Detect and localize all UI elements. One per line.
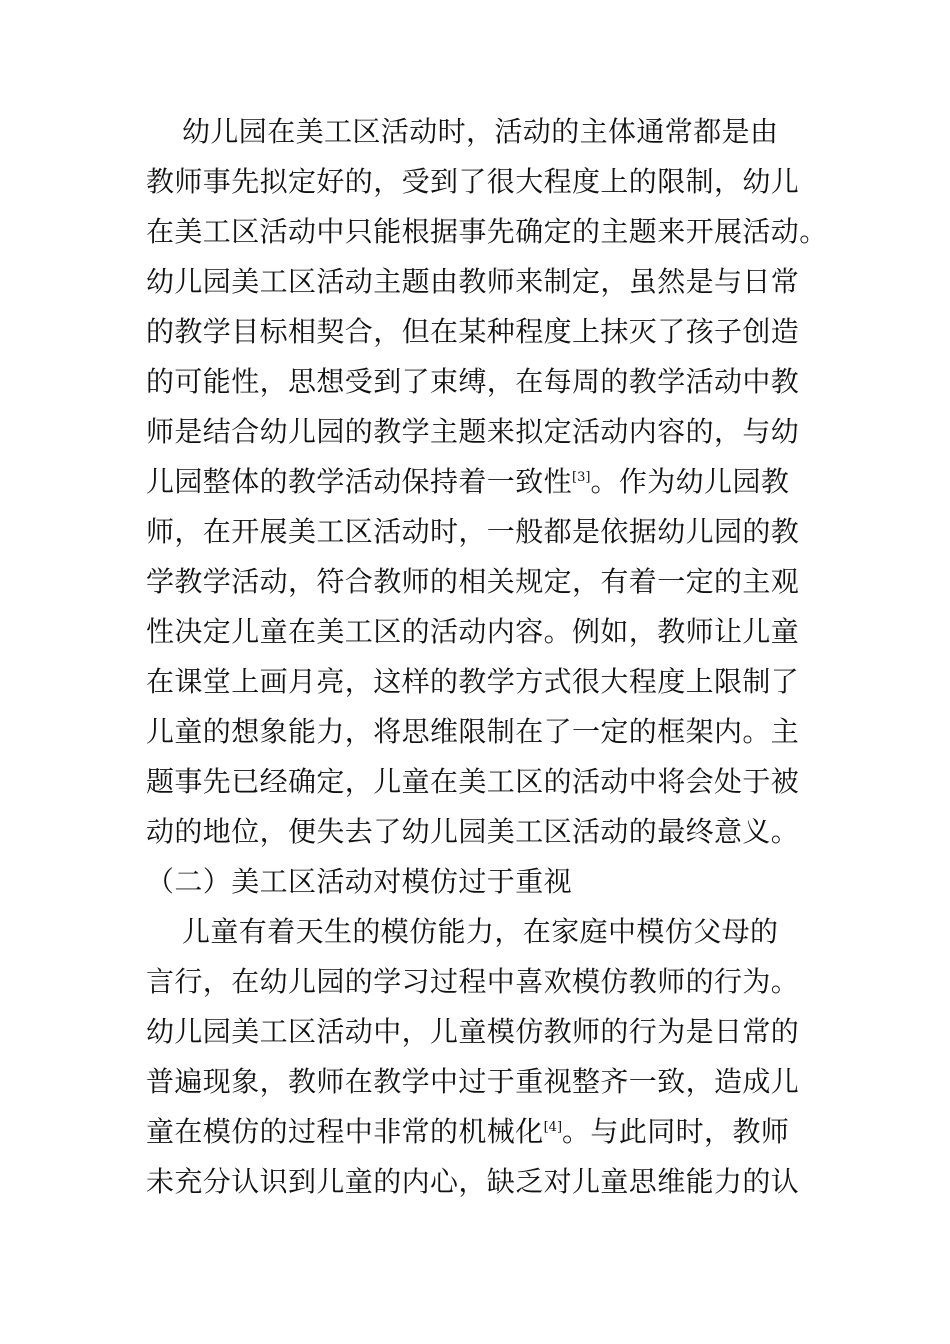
- paragraph-line: 题事先已经确定，儿童在美工区的活动中将会处于被: [146, 765, 800, 798]
- paragraph-line: 在课堂上画月亮，这样的教学方式很大程度上限制了: [146, 665, 800, 698]
- citation-3: [3]: [572, 470, 591, 485]
- paragraph-line: 在美工区活动中只能根据事先确定的主题来开展活动。: [146, 215, 828, 248]
- section-heading: （二）美工区活动对模仿过于重视: [146, 865, 573, 898]
- paragraph-line: 儿童的想象能力，将思维限制在了一定的框架内。主: [146, 715, 800, 748]
- paragraph-line: 幼儿园美工区活动中，儿童模仿教师的行为是日常的: [146, 1015, 800, 1048]
- paragraph-line: 儿童有着天生的模仿能力，在家庭中模仿父母的: [182, 915, 779, 948]
- text-segment: 儿园整体的教学活动保持着一致性: [146, 465, 573, 498]
- paragraph-line: 的教学目标相契合，但在某种程度上抹灭了孩子创造: [146, 315, 800, 348]
- paragraph-line: 学教学活动，符合教师的相关规定，有着一定的主观: [146, 565, 800, 598]
- paragraph-line: 性决定儿童在美工区的活动内容。例如，教师让儿童: [146, 615, 800, 648]
- text-segment: 。与此同时，教师: [562, 1115, 790, 1148]
- paragraph-line: 动的地位，便失去了幼儿园美工区活动的最终意义。: [146, 815, 800, 848]
- citation-4: [4]: [543, 1120, 563, 1135]
- text-segment: 童在模仿的过程中非常的机械化: [146, 1115, 544, 1148]
- text-segment: 。作为幼儿园教: [590, 465, 790, 498]
- paragraph-line: 的可能性，思想受到了束缚，在每周的教学活动中教: [146, 365, 800, 398]
- paragraph-line: 普遍现象，教师在教学中过于重视整齐一致，造成儿: [146, 1065, 800, 1098]
- paragraph-line: 师是结合幼儿园的教学主题来拟定活动内容的，与幼: [146, 415, 800, 448]
- paragraph-line-with-citation: [146, 462, 789, 502]
- paragraph-line: 幼儿园在美工区活动时，活动的主体通常都是由: [182, 115, 779, 148]
- paragraph-line-with-citation: [146, 1112, 789, 1152]
- paragraph-line: 教师事先拟定好的，受到了很大程度上的限制，幼儿: [146, 165, 800, 198]
- paragraph-line: 师，在开展美工区活动时，一般都是依据幼儿园的教: [146, 515, 800, 548]
- paragraph-line: 言行，在幼儿园的学习过程中喜欢模仿教师的行为。: [146, 965, 800, 998]
- paragraph-line: 未充分认识到儿童的内心，缺乏对儿童思维能力的认: [146, 1165, 800, 1198]
- paragraph-line: 幼儿园美工区活动主题由教师来制定，虽然是与日常: [146, 265, 800, 298]
